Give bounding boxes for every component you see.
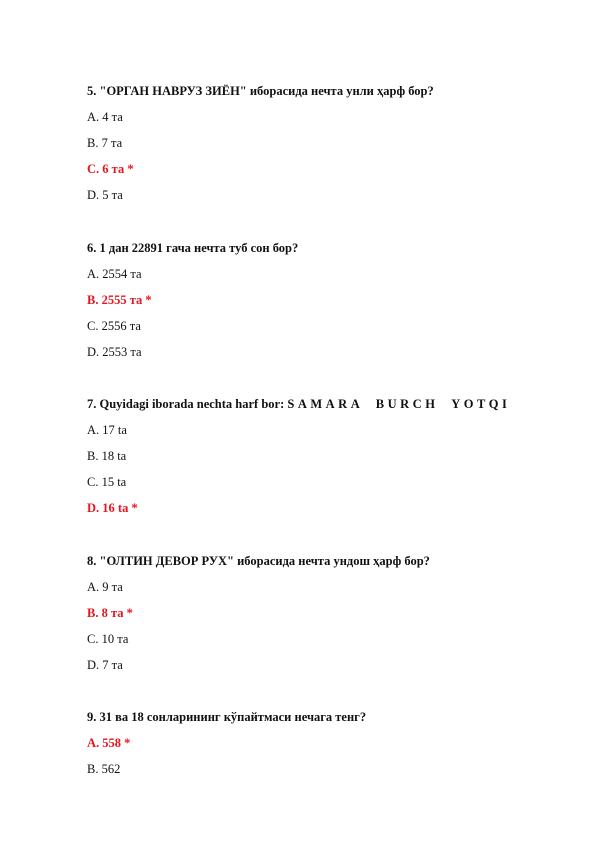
- question-9: [87, 709, 527, 787]
- question-title: [87, 396, 527, 412]
- option-b: B. 562: [87, 762, 121, 776]
- question-title: 5. "ОРГАН НАВРУЗ ЗИЁН" иборасида нечта унли ҳарф бор?: [87, 84, 434, 98]
- question-title: 6. 1 дан 22891 гача нечта туб сон бор?: [87, 241, 299, 255]
- option-b: B. 18 ta: [87, 449, 127, 463]
- option-a: A. 2554 та: [87, 267, 142, 281]
- question-6: [87, 240, 527, 370]
- option-b: B. 7 та: [87, 136, 123, 150]
- option-c: C. 2556 та: [87, 319, 141, 333]
- option-c: C. 15 ta: [87, 475, 127, 489]
- question-title-text: 7. Quyidagi iborada nechta harf bor:: [87, 397, 285, 411]
- option-a: A. 4 та: [87, 110, 123, 124]
- option-d: D. 5 та: [87, 188, 123, 202]
- question-7: [87, 396, 527, 526]
- option-c: C. 10 та: [87, 632, 129, 646]
- question-title: 8. "ОЛТИН ДЕВОР РУХ" иборасида нечта ундош ҳарф бор?: [87, 554, 430, 568]
- option-c-correct: C. 6 та *: [87, 162, 134, 176]
- question-title-spaced-phrase: SAMARA BURCH YOTQI: [287, 397, 511, 411]
- question-title: 9. 31 ва 18 сонларининг кўпайтмаси нечага тенг?: [87, 710, 367, 724]
- option-b-correct: B. 2555 та *: [87, 293, 152, 307]
- question-8: [87, 553, 527, 683]
- option-d: D. 7 та: [87, 658, 123, 672]
- option-a: A. 17 ta: [87, 423, 127, 437]
- question-5: [87, 83, 527, 213]
- option-a-correct: A. 558 *: [87, 736, 131, 750]
- option-b-correct: B. 8 та *: [87, 606, 133, 620]
- option-d: D. 2553 та: [87, 345, 142, 359]
- option-d-correct: D. 16 ta *: [87, 501, 138, 515]
- option-a: A. 9 та: [87, 580, 123, 594]
